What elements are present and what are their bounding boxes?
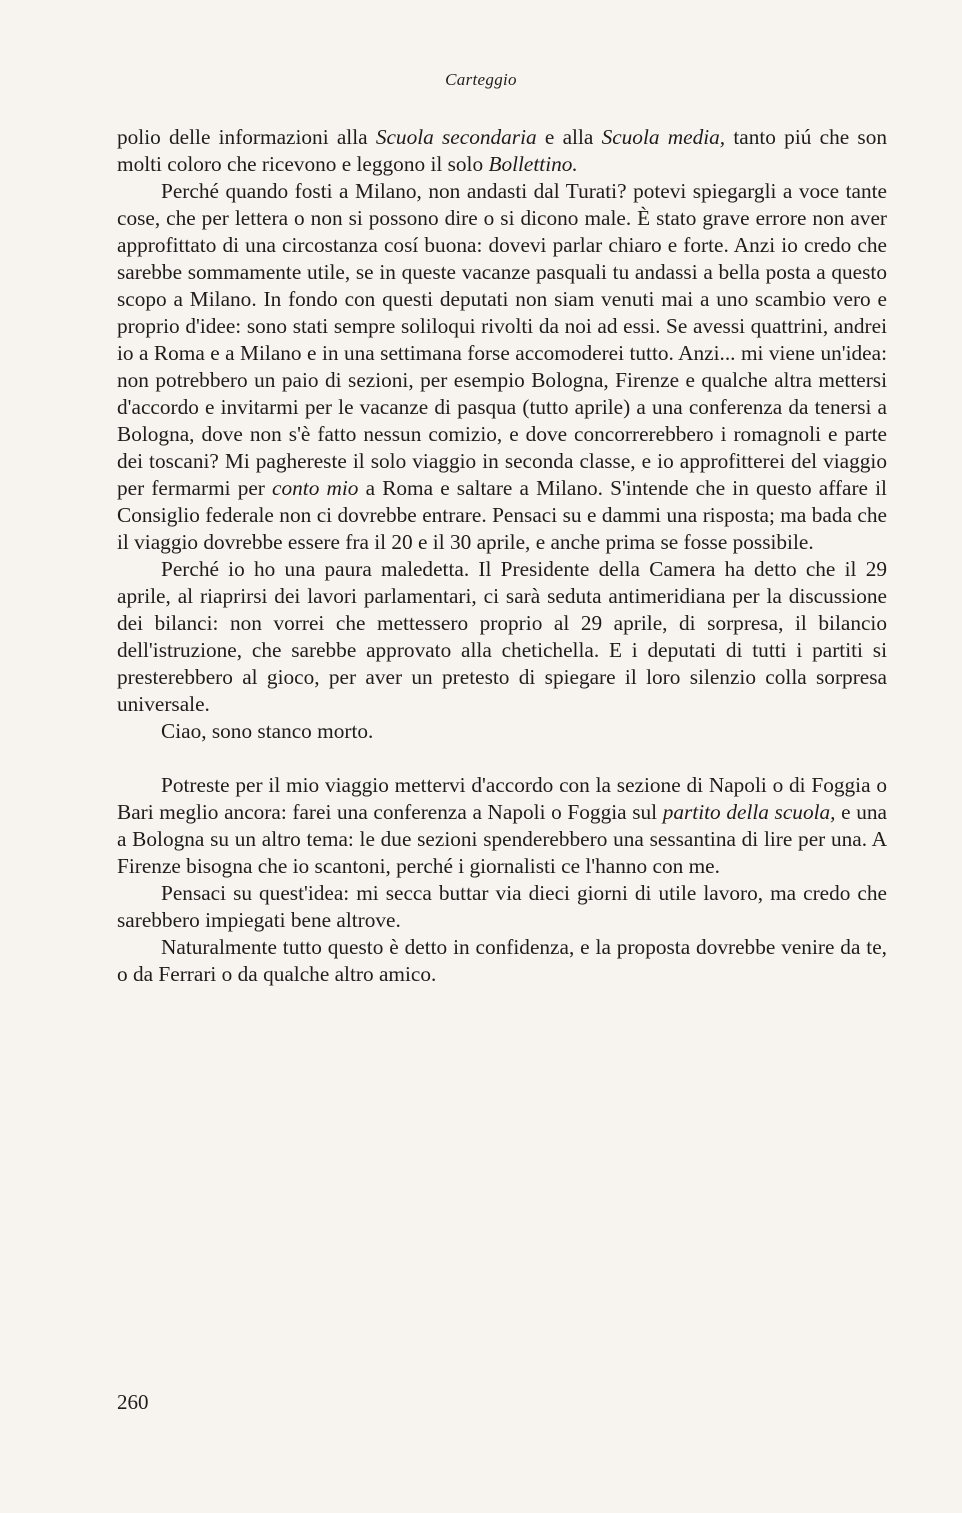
paragraph-1 (117, 124, 887, 178)
text-run: e alla (536, 125, 602, 149)
paragraph-2 (117, 178, 887, 556)
text-run: a Roma e saltare a Milano. S'intende che in questo affare il Consiglio federale non ci dovrebbe entrare. Pensaci su e dammi una risposta; ma bada che il viaggio dovrebbe essere fra il 20 e il 30 aprile, e anche prima se fosse possibile. (117, 476, 887, 554)
paragraph-3: Perché io ho una paura maledetta. Il Presidente della Camera ha detto che il 29 aprile, al riaprirsi dei lavori parlamentari, ci sarà seduta antimeridiana per la discussione dei bilanci: non vorrei che mettessero proprio al 29 aprile, di sorpresa, il bilancio dell'istruzione, che sarebbe approvato alla chetichella. E i deputati di tutti i partiti si presterebbero al gioco, per aver un pretesto di spiegare il loro silenzio colla sorpresa universale. (117, 557, 887, 716)
italic-phrase-partito-della-scuola: partito della scuola, (662, 800, 836, 824)
italic-title-scuola-media: Scuola media, (601, 125, 726, 149)
running-title: Carteggio (445, 70, 517, 89)
italic-title-scuola-secondaria: Scuola secondaria (375, 125, 537, 149)
paragraph-7: Naturalmente tutto questo è detto in confidenza, e la proposta dovrebbe venire da te, o da Ferrari o da qualche altro amico. (117, 935, 887, 986)
text-run: Potreste per il mio viaggio mettervi d'accordo con la sezione di Napoli o di Foggia o Bari meglio ancora: farei una conferenza a Napoli o Foggia sul (117, 773, 887, 824)
text-run: e una a Bologna su un altro tema: le due sezioni spenderebbero una sessantina di lire per una. A Firenze bisogna che io scantoni, perché i giornalisti ce l'hanno con me. (117, 800, 887, 878)
paragraph-5 (117, 772, 887, 880)
text-run: tanto piú che son molti coloro che ricevono e leggono il solo (117, 125, 887, 176)
italic-phrase-conto-mio: conto mio (272, 476, 359, 500)
page-number: 260 (117, 1390, 149, 1414)
paragraph-6: Pensaci su quest'idea: mi secca buttar via dieci giorni di utile lavoro, ma credo che sarebbero impiegati bene altrove. (117, 881, 887, 932)
italic-title-bollettino: Bollettino. (488, 152, 578, 176)
text-run: polio delle informazioni alla (117, 125, 376, 149)
paragraph-4: Ciao, sono stanco morto. (161, 719, 374, 743)
letter-body (117, 124, 887, 988)
text-run: Perché quando fosti a Milano, non andasti dal Turati? potevi spiegargli a voce tante cose, che per lettera o non si possono dire o si dicono male. È stato grave errore non aver approfittato di una circostanza cosí buona: dovevi parlar chiaro e forte. Anzi io credo che sarebbe sommamente utile, se in queste vacanze pasquali tu andassi a bella posta a questo scopo a Milano. In fondo con questi deputati non siam venuti mai a uno scambio vero e proprio d'idee: sono stati sempre soliloqui rivolti da noi ad essi. Se avessi quattrini, andrei io a Roma e a Milano e in una settimana forse accomoderei tutto. Anzi... mi viene un'idea: non potrebbero un paio di sezioni, per esempio Bologna, Firenze e qualche altra mettersi d'accordo e invitarmi per le vacanze di pasqua (tutto aprile) a una conferenza da tenersi a Bologna, dove non s'è fatto nessun comizio, e dove concorrerebbero i romagnoli e parte dei toscani? Mi paghereste il solo viaggio in seconda classe, e io approfitterei del viaggio per fermarmi per (117, 179, 887, 500)
